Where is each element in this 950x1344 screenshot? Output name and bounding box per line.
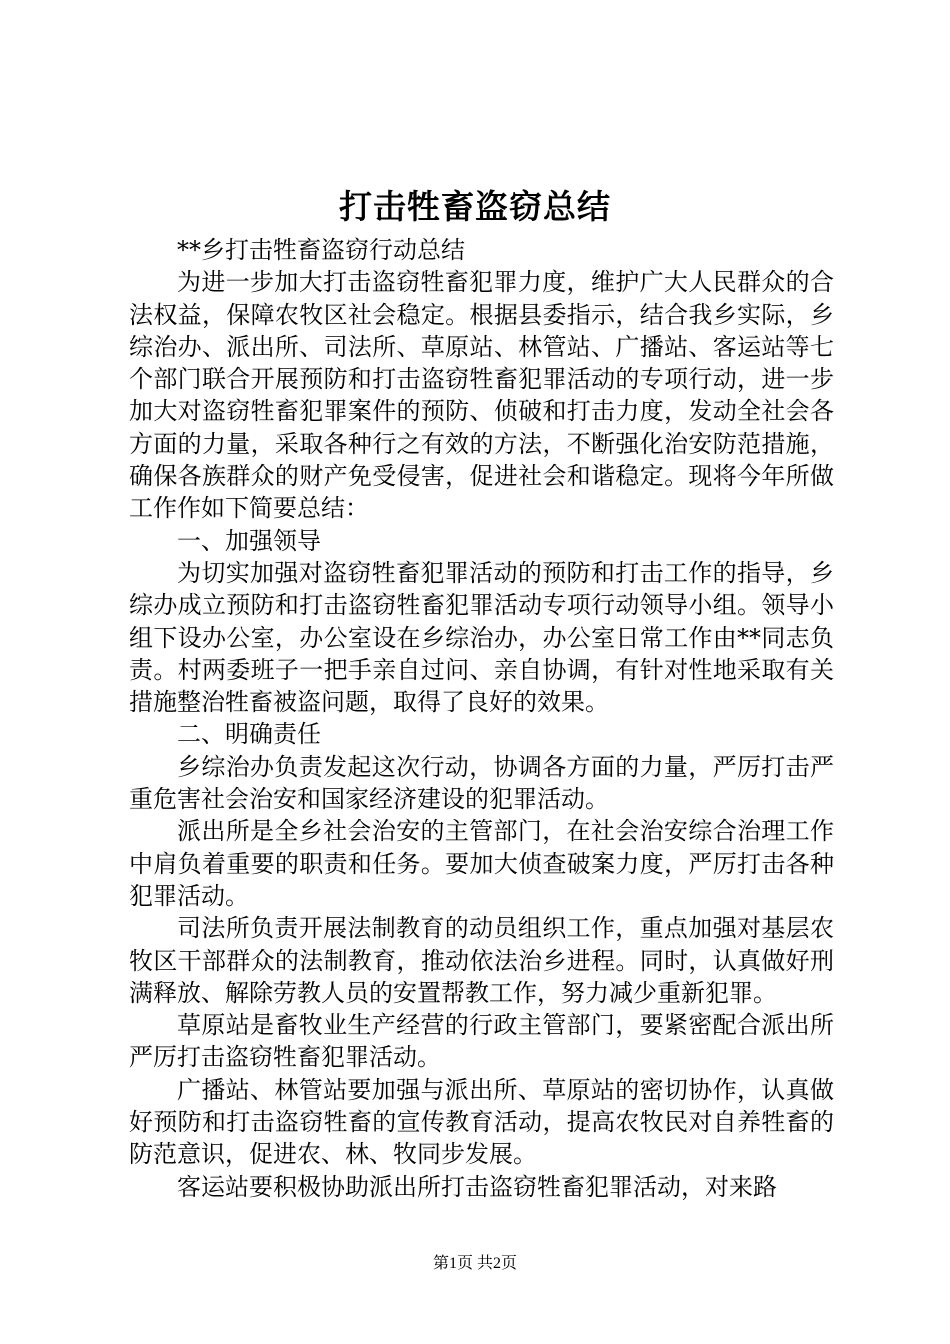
- paragraph-grassland-station: 草原站是畜牧业生产经营的行政主管部门，要紧密配合派出所严厉打击盗窃牲畜犯罪活动。: [129, 1011, 834, 1072]
- section-heading-2: 二、明确责任: [177, 720, 321, 749]
- page-footer: 第1页 共2页: [432, 1255, 517, 1272]
- section-heading-1: 一、加强领导: [177, 526, 321, 555]
- paragraph-comprehensive-office: 乡综治办负责发起这次行动，协调各方面的力量，严厉打击严重危害社会治安和国家经济建设的犯罪活动。: [129, 752, 834, 814]
- document-title: 打击牲畜盗窃总结: [339, 187, 611, 226]
- paragraph-leadership: 为切实加强对盗窃牲畜犯罪活动的预防和打击工作的指导，乡综办成立预防和打击盗窃牲畜犯罪活动专项行动领导小组。领导小组下设办公室，办公室设在乡综治办，办公室日常工作由**同志负责。村两委班子一把手亲自过问、亲自协调，有针对性地采取有关措施整治牲畜被盗问题，取得了良好的效果。: [129, 558, 834, 717]
- paragraph-broadcast-forestry: 广播站、林管站要加强与派出所、草原站的密切协作，认真做好预防和打击盗窃牲畜的宣传教育活动，提高农牧民对自养牲畜的防范意识，促进农、林、牧同步发展。: [129, 1075, 834, 1169]
- paragraph-passenger-station: 客运站要积极协助派出所打击盗窃牲畜犯罪活动，对来路: [177, 1172, 777, 1201]
- paragraph-police-station: 派出所是全乡社会治安的主管部门，在社会治安综合治理工作中肩负着重要的职责和任务。要加大侦查破案力度，严厉打击各种犯罪活动。: [129, 817, 834, 910]
- document-body: [129, 234, 834, 1203]
- paragraph-intro: 为进一步加大打击盗窃牲畜犯罪力度，维护广大人民群众的合法权益，保障农牧区社会稳定。根据县委指示，结合我乡实际，乡综治办、派出所、司法所、草原站、林管站、广播站、客运站等七个部门联合开展预防和打击盗窃牲畜犯罪活动的专项行动，进一步加大对盗窃牲畜犯罪案件的预防、侦破和打击力度，发动全社会各方面的力量，采取各种行之有效的方法，不断强化治安防范措施，确保各族群众的财产免受侵害，促进社会和谐稳定。现将今年所做工作作如下简要总结：: [129, 268, 834, 523]
- document-subtitle: **乡打击牲畜盗窃行动总结: [177, 236, 465, 264]
- paragraph-judicial-office: 司法所负责开展法制教育的动员组织工作，重点加强对基层农牧区干部群众的法制教育，推动依法治乡进程。同时，认真做好刑满释放、解除劳教人员的安置帮教工作，努力减少重新犯罪。: [129, 914, 834, 1007]
